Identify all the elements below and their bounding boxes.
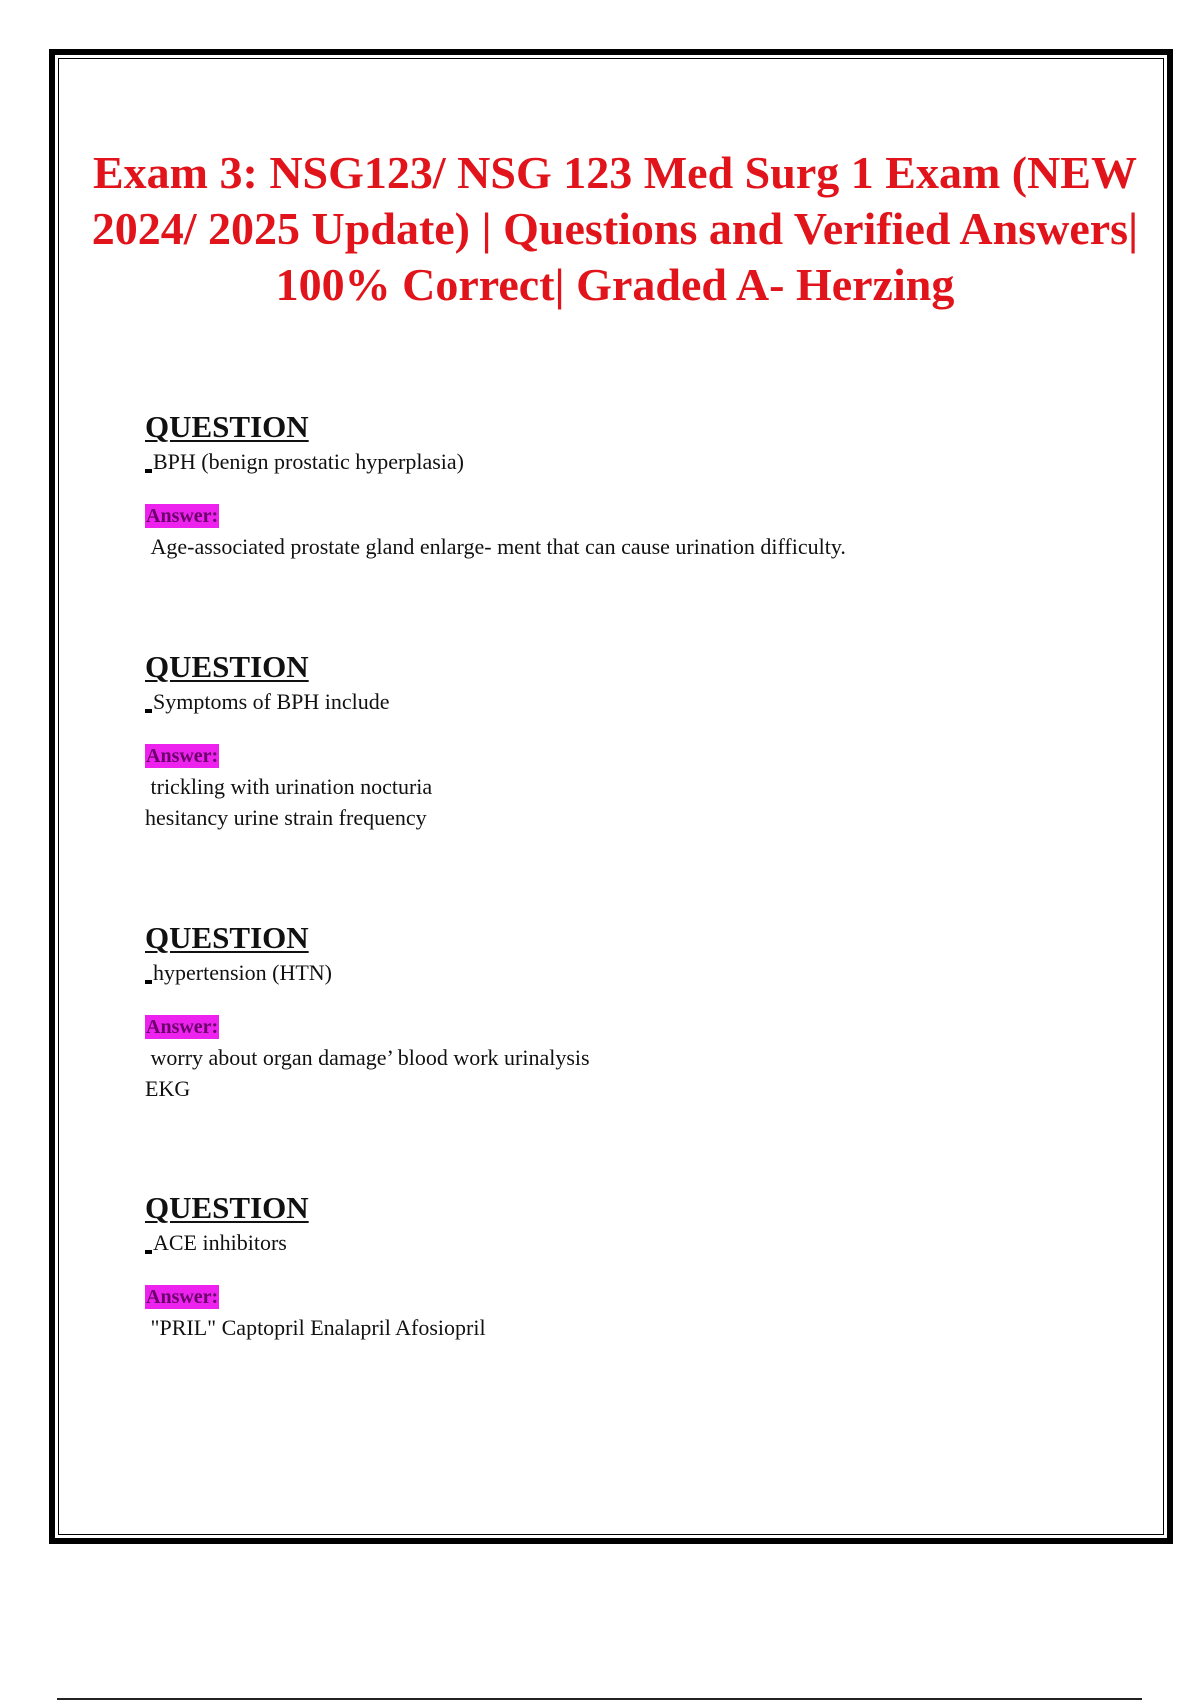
answer-label: Answer: <box>146 1286 219 1308</box>
question-text <box>145 688 1145 716</box>
answer-text: Age-associated prostate gland enlarge- ment that can cause urination difficulty. <box>145 534 846 559</box>
answer-label: Answer: <box>146 505 219 527</box>
qa-item-4 <box>145 1191 1145 1343</box>
question-text <box>145 448 1145 476</box>
answer-text: worry about organ damage’ blood work urinalysis EKG <box>145 1045 590 1101</box>
bullet-mark <box>145 980 152 984</box>
question-text-value: Symptoms of BPH include <box>153 689 390 714</box>
bullet-mark <box>145 469 152 473</box>
question-text-value: BPH (benign prostatic hyperplasia) <box>153 449 464 474</box>
bullet-mark <box>145 709 152 713</box>
qa-item-1 <box>145 410 1145 562</box>
question-text-value: ACE inhibitors <box>153 1230 287 1255</box>
question-heading: QUESTION <box>145 409 309 444</box>
question-text-value: hypertension (HTN) <box>153 960 333 985</box>
bullet-mark <box>145 1250 152 1254</box>
answer-label: Answer: <box>146 745 219 767</box>
answer-label: Answer: <box>146 1016 219 1038</box>
question-text <box>145 959 1145 987</box>
question-heading: QUESTION <box>145 920 309 955</box>
question-heading: QUESTION <box>145 1190 309 1225</box>
answer-text: "PRIL" Captopril Enalapril Afosiopril <box>145 1315 486 1340</box>
answer-text: trickling with urination nocturia hesitancy urine strain frequency <box>145 774 433 830</box>
qa-item-3 <box>145 921 1145 1104</box>
document-title: Exam 3: NSG123/ NSG 123 Med Surg 1 Exam (NEW 2024/ 2025 Update) | Questions and Verified Answers| 100% Correct| Graded A- Herzing <box>91 147 1139 310</box>
question-heading: QUESTION <box>145 649 309 684</box>
question-text <box>145 1229 1145 1257</box>
qa-item-2 <box>145 650 1145 833</box>
